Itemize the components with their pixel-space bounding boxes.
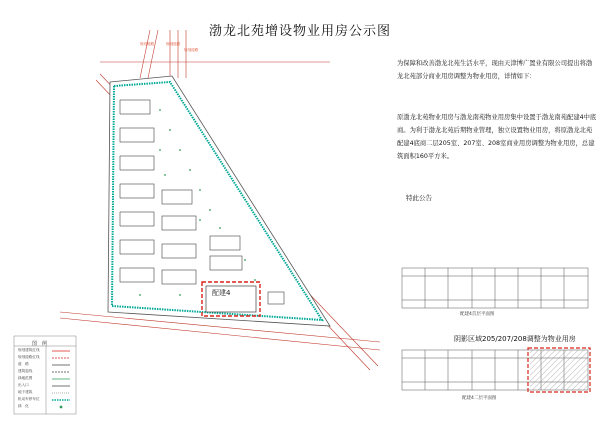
- road-line: [60, 318, 380, 350]
- legend-item: 规划建筑红线: [18, 348, 40, 352]
- road-line: [148, 30, 158, 78]
- building: [120, 100, 150, 114]
- legend-item: 绿地范围: [18, 376, 33, 380]
- building: [120, 212, 154, 226]
- adjusted-rooms-hatch: [530, 350, 588, 390]
- legend-item: 建筑退线: [18, 369, 33, 373]
- legend-symbols: [52, 351, 70, 408]
- building: [120, 184, 154, 198]
- building: [162, 216, 196, 230]
- legend-item: 机动车停车位: [18, 397, 40, 401]
- road-line: [140, 30, 150, 78]
- road-label: 规划道路: [140, 42, 155, 46]
- building: [120, 240, 154, 254]
- description-paragraph-1: 为保障和改善渤龙北苑生活水平，现由天津博广置业有限公司提出将渤龙北苑部分商业用房调整为物业用房，详情如下：: [397, 60, 593, 80]
- building: [120, 156, 154, 170]
- building: [210, 256, 242, 270]
- building: [120, 128, 154, 142]
- road-label: 规划道路: [184, 48, 199, 52]
- building-label: 配建4: [212, 289, 231, 297]
- notice-text: 特此公告: [406, 194, 432, 202]
- building: [268, 292, 284, 304]
- legend-item: 规划道路红线: [18, 355, 40, 359]
- building: [162, 270, 196, 284]
- legend-item: 出入口: [18, 383, 29, 387]
- building: [162, 190, 192, 204]
- floor-plan-1: [402, 268, 588, 308]
- floor2-caption: 配建4二层平面图: [462, 396, 497, 401]
- legend-item: 地下建筑: [18, 390, 33, 394]
- building: [210, 236, 240, 250]
- legend-item: 道 路: [18, 362, 29, 366]
- building: [162, 244, 196, 258]
- highlight-label: 阴影区域205/207/208调整为物业用房: [454, 335, 576, 343]
- description-paragraph-2: 原渤龙北苑物业用房与渤龙南苑物业用房集中设置于渤龙南苑配建4中底商。为利于渤龙北苑后期物业管理，独立设置物业用房，将原渤龙北苑配建4底商二层205室、207室、208室商业用房调整为物业用房，总建筑面积160平方米。: [397, 114, 597, 160]
- building: [120, 268, 154, 282]
- legend-title: 图 例: [32, 341, 48, 347]
- floor1-caption: 配建4首层平面图: [460, 312, 495, 317]
- legend-item: 绿 化: [18, 404, 29, 408]
- page-title: 渤龙北苑增设物业用房公示图: [208, 24, 391, 39]
- road-label: 规划道路: [166, 42, 181, 46]
